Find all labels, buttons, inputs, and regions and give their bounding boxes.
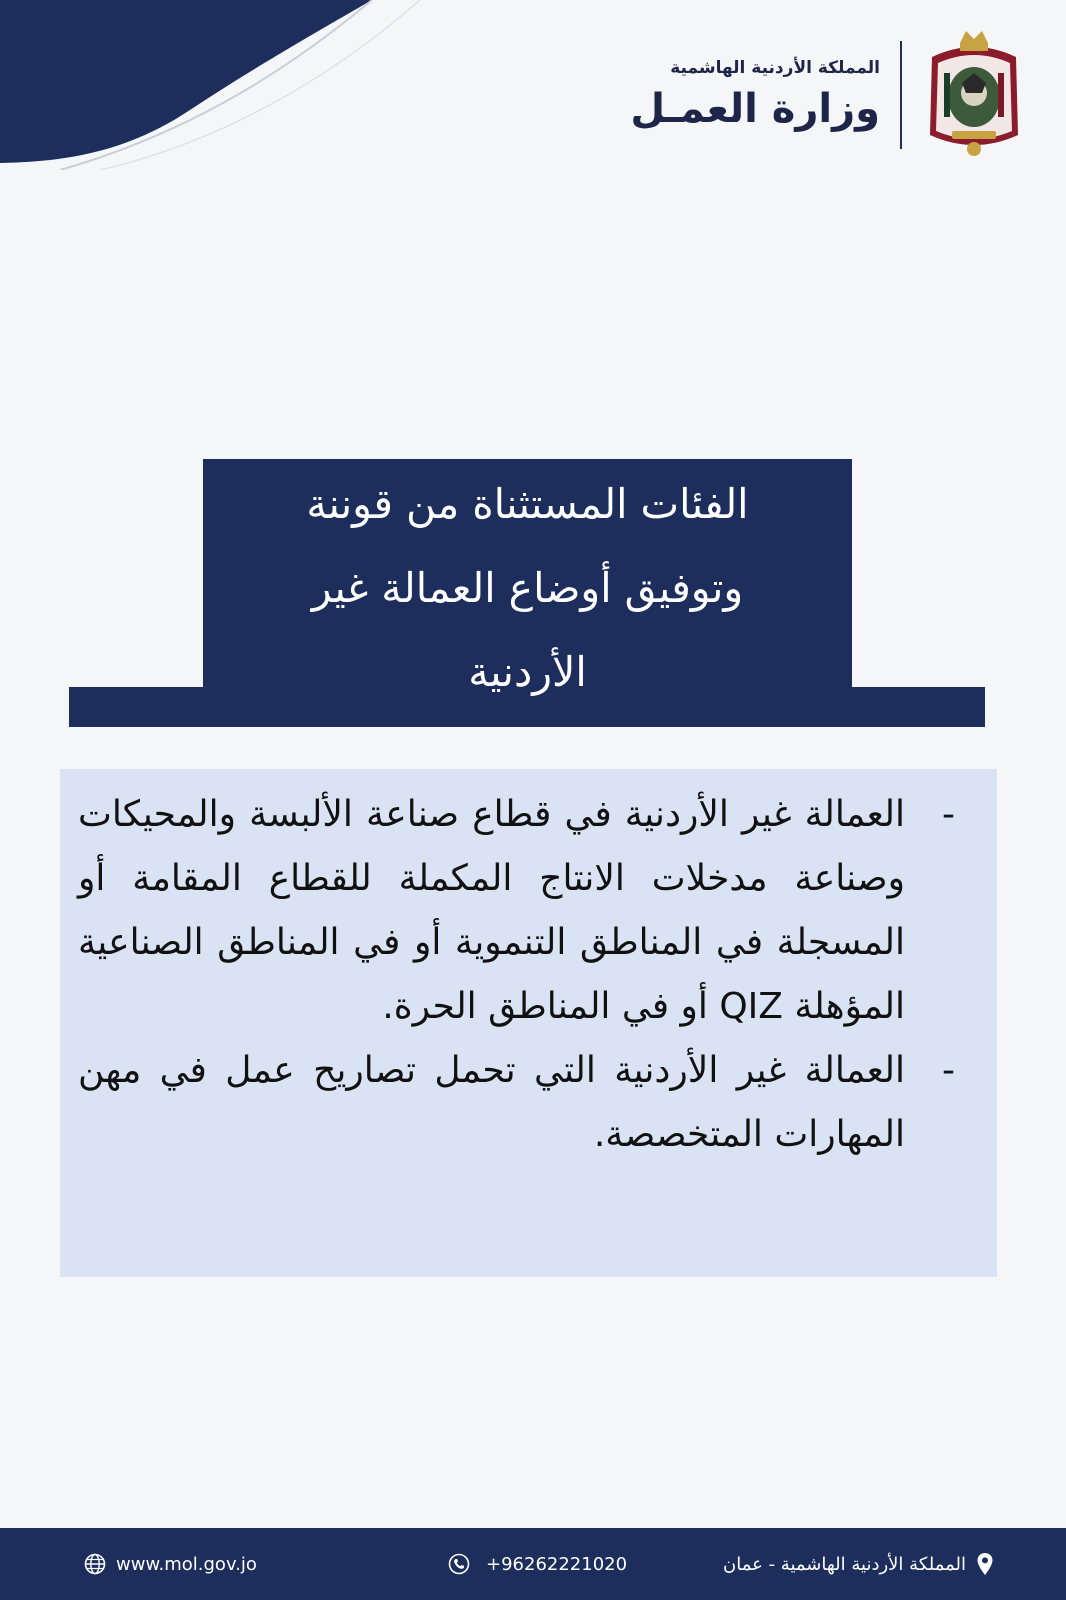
title-box (203, 459, 852, 727)
footer-bar (0, 1528, 1066, 1600)
list-item (78, 1039, 975, 1167)
title-line-2: وتوفيق أوضاع العمالة غير (311, 564, 744, 612)
list-item (78, 783, 975, 1039)
title-line-3: الأردنية (468, 648, 587, 696)
footer-phone[interactable] (448, 1528, 627, 1600)
location-pin-icon (976, 1552, 994, 1576)
page-title (218, 462, 838, 714)
header-wave-decoration (0, 0, 460, 170)
ministry-name-block (630, 58, 880, 132)
address-text: المملكة الأردنية الهاشمية - عمان (723, 1553, 966, 1575)
jordan-coat-of-arms-icon (922, 27, 1026, 163)
phone-icon (448, 1553, 470, 1575)
bullet-marker: - (942, 1050, 955, 1091)
title-line-1: الفئات المستثناة من قوننة (306, 480, 749, 528)
bullet-marker: - (942, 794, 955, 835)
website-text: www.mol.gov.jo (116, 1553, 257, 1575)
phone-text: +96262221020 (486, 1553, 628, 1575)
header-divider (900, 41, 902, 149)
content-box (60, 769, 997, 1277)
bullet-text: العمالة غير الأردنية التي تحمل تصاريح عمل في مهن المهارات المتخصصة. (78, 1050, 905, 1155)
kingdom-name: المملكة الأردنية الهاشمية (670, 58, 880, 78)
footer-website[interactable] (84, 1528, 257, 1600)
globe-icon (84, 1553, 106, 1575)
ministry-header (630, 30, 1026, 160)
bullet-list (78, 783, 975, 1167)
ministry-name: وزارة العمـل (630, 86, 880, 132)
bullet-text: العمالة غير الأردنية في قطاع صناعة الألبسة والمحيكات وصناعة مدخلات الانتاج المكملة للقطاع المقامة أو المسجلة في المناطق التنموية أو في المناطق الصناعية المؤهلة QIZ أو في المناطق الحرة. (78, 794, 905, 1027)
footer-address (723, 1528, 994, 1600)
